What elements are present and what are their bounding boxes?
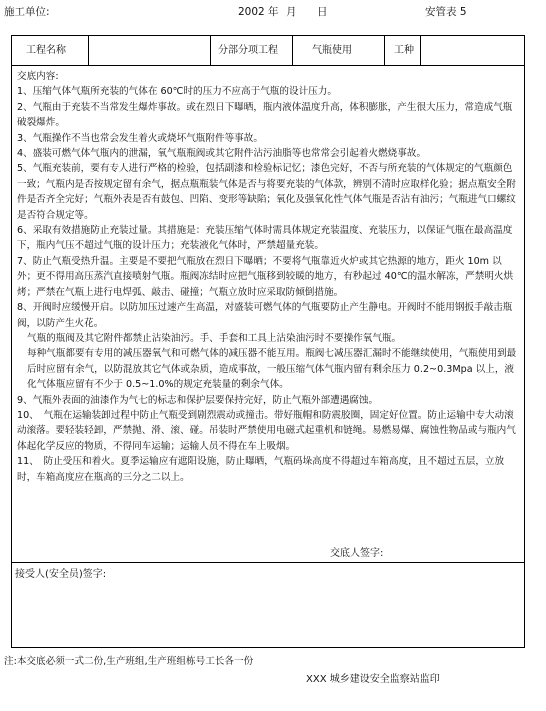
divider — [420, 36, 421, 65]
content-item: 8、开阀时应缓慢开启。以防加压过速产生高温，对盛装可燃气体的气瓶要防止产生静电。开阀时不能用钢扳手敲击瓶阀，以防产生火花。 — [17, 302, 513, 329]
content-item: 11、 防止受压和着火。夏季运输应有遮阳设施，防止曝晒，气瓶码垛高度不得超过车箱高度，且不超过五层，立放时，车箱高度应在瓶高的三分之二以上。 — [17, 456, 505, 483]
content-item: 1、压缩气体气瓶所充装的气体在 60℃时的压力不应高于气瓶的设计压力。 — [17, 86, 337, 98]
content-item: 4、盛装可燃气体气瓶内的泄漏，氧气瓶瓶阀或其它附件沾污油脂等也常常会引起着火燃烧事故。 — [17, 148, 427, 160]
content-item: 每种气瓶都要有专用的减压器氧气和可燃气体的减压器不能互用。瓶阀七减压器汇漏时不能继续使用，气瓶使用到最后时应留有余气，以防混放其它气体或杂质，造成事故，一般压缩气体气瓶内留有剩余压力 0.2~0.3Mpa 以上，液化气体瓶应留有不少于 0.5~1.0%的规定充装量的剩余气体。 — [27, 348, 517, 391]
info-row — [12, 36, 524, 66]
date-day: 日 — [317, 6, 328, 18]
footer-org: XXX 城乡建设安全监察站监印 — [306, 674, 440, 685]
project-name-label: 工程名称 — [26, 45, 66, 56]
subject-value: 气瓶使用 — [312, 45, 352, 56]
divider — [210, 36, 211, 65]
content-item: 6、采取有效措施防止充装过量。其措施是：充装压缩气体时需具体规定充装温度、充装压力，以保证气瓶在最高温度下，瓶内气压不超过气瓶的设计压力；充装液化气体时，严禁超量充装。 — [17, 225, 513, 252]
trade-label: 工种 — [394, 45, 414, 56]
content-item: 10、 气瓶在运输装卸过程中防止气瓶受到剧烈震动或撞击。带好瓶帽和防震胶圈，固定好位置。防止运输中专大动滚动滚落。要轻装轻卸，严禁抛、滑、滚、碰。吊装时严禁使用电磁式起重机和链绳。易燃易爆、腐蚀性物品或与瓶内气体起化学反应的物质，不得同车运输；运输人员不得在车上吸烟。 — [17, 409, 516, 452]
footnote: 注:本交底必须一式二份,生产班组,生产班组栋号工长各一份 — [4, 656, 254, 667]
sub-project-label: 分部分项工程 — [218, 45, 278, 56]
receiver-row — [12, 562, 524, 650]
content-item: 9、气瓶外表面的油漆作为气七的标志和保护层要保持完好，防止气瓶外部遭遇腐蚀。 — [17, 394, 379, 406]
disclosure-form — [11, 35, 525, 648]
disclosure-content — [17, 69, 519, 485]
date-month: 月 — [286, 6, 297, 18]
divider — [384, 36, 385, 65]
receiver-label: 接受人(安全员)签字: — [15, 569, 107, 580]
signer-label: 交底人签字: — [330, 548, 384, 559]
form-number: 安管表 5 — [425, 6, 467, 18]
content-item: 7、防止气瓶受热升温。主要是不要把气瓶放在烈日下曝晒；不要将气瓶靠近火炉或其它热源的地方，距火 10m 以外；更不得用高压蒸汽直接喷射气瓶。瓶阀冻结时应把气瓶移到较暖的地方，有秒起过 40℃的温水解冻，严禁明火烘烤；严禁在气瓶上进行电焊弧、敲击、碰撞；气瓶立放时应采取防倾倒措施。 — [17, 255, 514, 298]
content-item: 2、气瓶由于充装不当常发生爆炸事故。或在烈日下曝晒，瓶内液体温度升高，体积膨胀，产生很大压力，常造成气瓶破裂爆炸。 — [17, 101, 513, 129]
content-item: 气瓶的瓶阀及其它附件都禁止沾染油污。手、手套和工具上沾染油污时不要操作氧气瓶。 — [27, 332, 402, 344]
unit-label: 施工单位: — [4, 6, 50, 18]
content-heading: 交底内容: — [17, 71, 59, 82]
content-item: 3、气瓶操作不当也常会发生着火或烧坏气瓶附件等事故。 — [17, 132, 263, 144]
date-year: 2002 年 — [238, 6, 279, 18]
divider — [88, 36, 89, 65]
content-item: 5、气瓶充装前，要有专人进行严格的检验，包括副漆和检验标记忆；漆色完好，不否与所充装的气体规定的气瓶颜色一致；气瓶内是否按规定留有余气，据点瓶瓶装气体是否与将要充装的气体款，辨别不清时应取样化验；据点瓶安全附件是否齐全完好；气瓶外表是否有鼓包、凹陷、变形等缺陷；氧化及强氧化性气体气瓶是否沾有油污；气瓶进气口螺纹是否符合规定等。 — [17, 163, 516, 221]
divider — [292, 36, 293, 65]
